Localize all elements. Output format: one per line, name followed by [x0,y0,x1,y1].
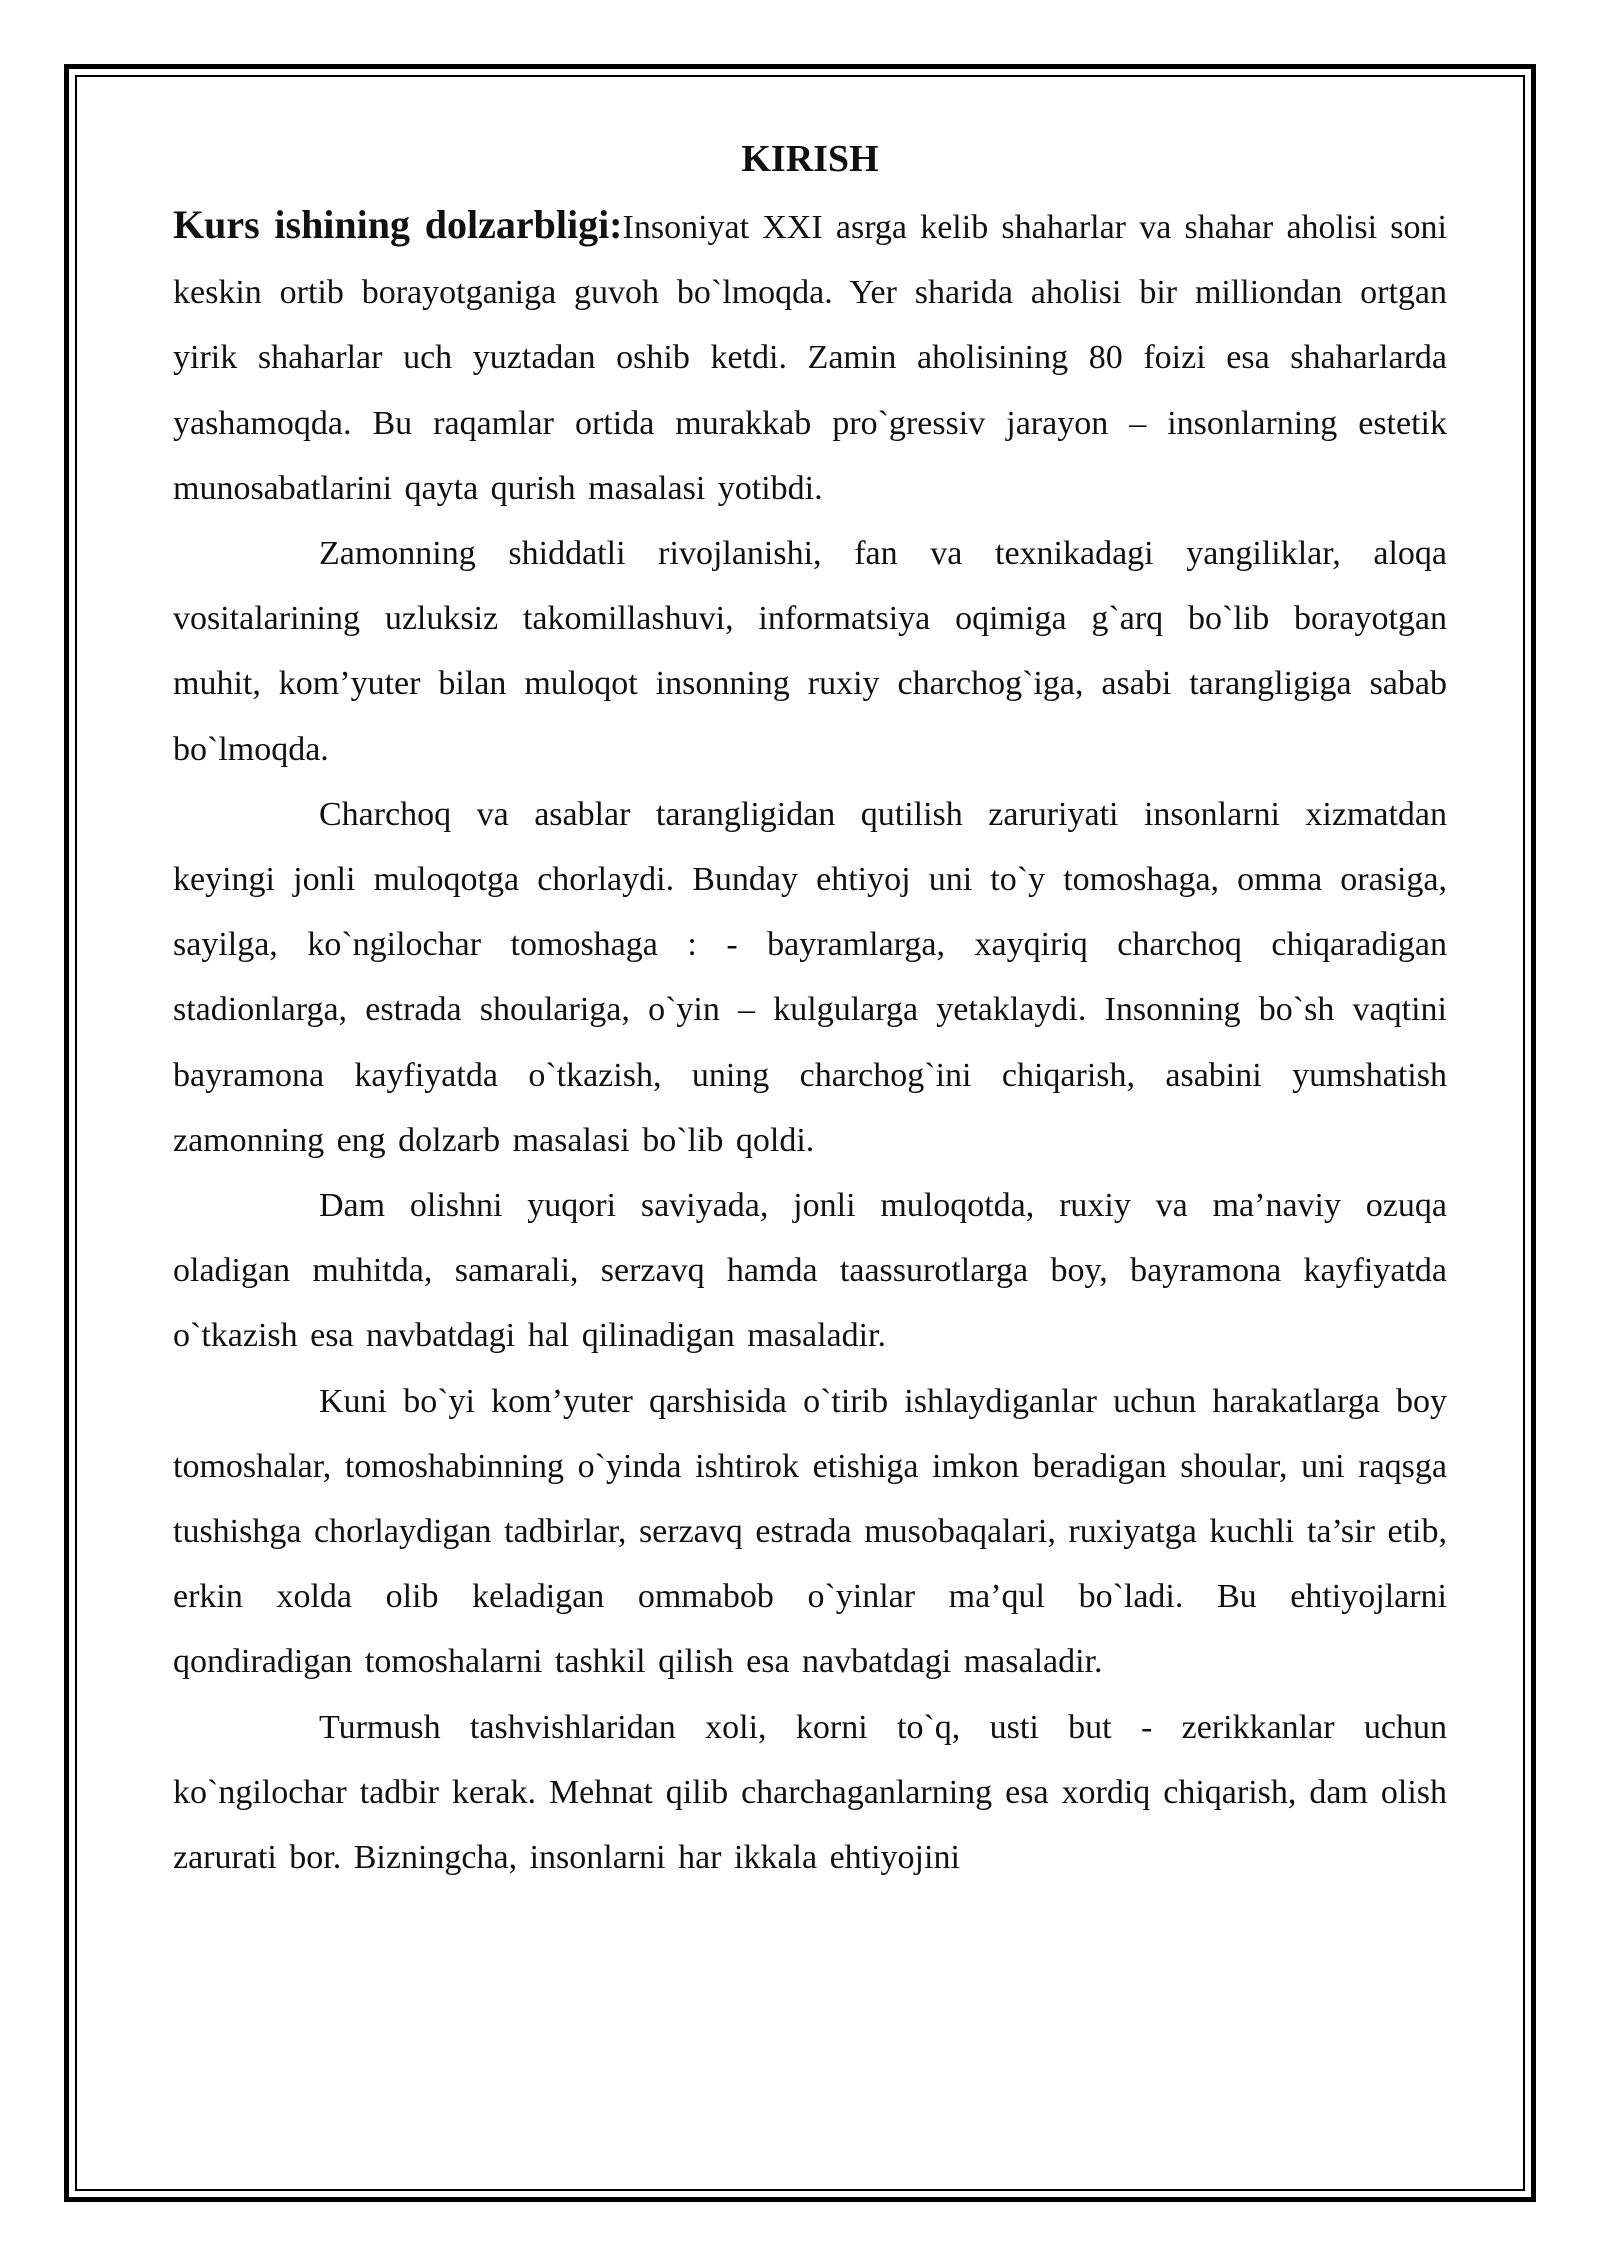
document-body [173,126,1447,1890]
paragraph: Zamonning shiddatli rivojlanishi, fan va texnikadagi yangiliklar, aloqa vositalarining uzluksiz takomillashuvi, informatsiya oqimiga g`arq bo`lib borayotgan muhit, kom’yuter bilan muloqot insonning ruxiy charchog`iga, asabi tarangligiga sabab bo`lmoqda. [173,535,1447,768]
paragraph: Dam olishni yuqori saviyada, jonli muloqotda, ruxiy va ma’naviy ozuqa oladigan muhitda, samarali, serzavq hamda taassurotlarga boy, bayramona kayfiyatda o`tkazish esa navbatdagi hal qilinadigan masaladir. [173,1187,1447,1355]
paragraph: Kuni bo`yi kom’yuter qarshisida o`tirib ishlaydiganlar uchun harakatlarga boy tomoshalar, tomoshabinning o`yinda ishtirok etishiga imkon beradigan shoular, uni raqsga tushishga chorlaydigan tadbirlar, serzavq estrada musobaqalari, ruxiyatga kuchli ta’sir etib, erkin xolda olib keladigan ommabob o`yinlar ma’qul bo`ladi. Bu ehtiyojlarni qondiradigan tomoshalarni tashkil qilish esa navbatdagi masaladir. [173,1382,1447,1681]
document-title: KIRISH [741,138,879,180]
paragraph: Turmush tashvishlaridan xoli, korni to`q, usti but - zerikkanlar uchun ko`ngilochar tadbir kerak. Mehnat qilib charchaganlarning esa xordiq chiqarish, dam olish zarurati bor. Bizningcha, insonlarni har ikkala ehtiyojini [173,1708,1447,1877]
lead-heading: Kurs ishining dolzarbligi: [173,202,623,247]
paragraph-text: Insoniyat XXI asrga kelib shaharlar va shahar aholisi soni keskin ortib borayotganiga guvoh bo`lmoqda. Yer sharida aholisi bir milliondan ortgan yirik shaharlar uch yuztadan oshib ketdi. Zamin aholisining 80 foizi esa shaharlarda yashamoqda. Bu raqamlar ortida murakkab pro`gressiv jarayon – insonlarning estetik munosabatlarini qayta qurish masalasi yotibdi. [173,209,1447,507]
paragraph: Charchoq va asablar tarangligidan qutilish zaruriyati insonlarni xizmatdan keyingi jonli muloqotga chorlaydi. Bunday ehtiyoj uni to`y tomoshaga, omma orasiga, sayilga, ko`ngilochar tomoshaga : - bayramlarga, xayqiriq charchoq chiqaradigan stadionlarga, estrada shoulariga, o`yin – kulgularga yetaklaydi. Insonning bo`sh vaqtini bayramona kayfiyatda o`tkazish, uning charchog`ini chiqarish, asabini yumshatish zamonning eng dolzarb masalasi bo`lib qoldi. [173,795,1447,1159]
paragraph-dolzarblik [173,192,1447,521]
